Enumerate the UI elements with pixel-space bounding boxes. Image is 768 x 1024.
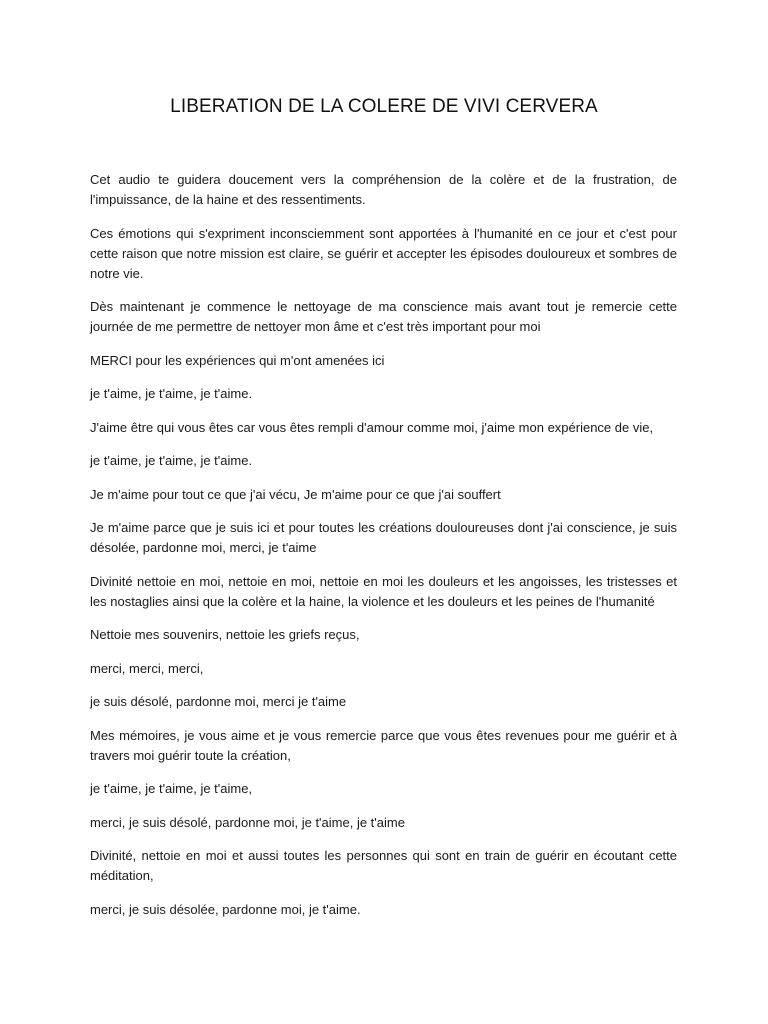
paragraph: Je m'aime parce que je suis ici et pour toutes les créations douloureuses dont j'ai conscience, je suis désolée, pardonne moi, merci, je t'aime (90, 520, 677, 555)
paragraph: Divinité, nettoie en moi et aussi toutes les personnes qui sont en train de guérir en écoutant cette méditation, (90, 848, 677, 883)
paragraph: je t'aime, je t'aime, je t'aime. (90, 453, 253, 468)
paragraph: merci, je suis désolée, pardonne moi, je t'aime. (90, 901, 361, 917)
document-title: LIBERATION DE LA COLERE DE VIVI CERVERA (170, 96, 598, 117)
paragraph: J'aime être qui vous êtes car vous êtes rempli d'amour comme moi, j'aime mon expérience de vie, (90, 419, 654, 435)
paragraph: Divinité nettoie en moi, nettoie en moi, nettoie en moi les douleurs et les angoisses, les tristesses et les nostaglies ainsi que la colère et la haine, la violence et les douleurs et les peines de l'humanité (90, 573, 677, 609)
paragraph: Cet audio te guidera doucement vers la compréhension de la colère et de la frustration, de l'impuissance, de la haine et des ressentiments. (90, 172, 677, 207)
paragraph: je suis désolé, pardonne moi, merci je t'aime (90, 694, 347, 709)
paragraph: Je m'aime pour tout ce que j'ai vécu, Je m'aime pour ce que j'ai souffert (90, 486, 501, 502)
paragraph: MERCI pour les expériences qui m'ont amenées ici (90, 352, 385, 368)
paragraph: merci, merci, merci, (90, 660, 204, 676)
paragraph: Dès maintenant je commence le nettoyage de ma conscience mais avant tout je remercie cette journée de me permettre de nettoyer mon âme et c'est très important pour moi (90, 299, 677, 334)
document-body (90, 170, 677, 933)
paragraph: merci, je suis désolé, pardonne moi, je t'aime, je t'aime (90, 814, 405, 830)
paragraph: Mes mémoires, je vous aime et je vous remercie parce que vous êtes revenues pour me guérir et à travers moi guérir toute la création, (90, 727, 677, 763)
paragraph: je t'aime, je t'aime, je t'aime, (90, 781, 253, 796)
paragraph: Nettoie mes souvenirs, nettoie les griefs reçus, (90, 627, 360, 642)
paragraph: Ces émotions qui s'expriment inconsciemment sont apportées à l'humanité en ce jour et c'est pour cette raison que notre mission est claire, se guérir et accepter les épisodes douloureux et sombres de notre vie. (90, 225, 677, 281)
paragraph: je t'aime, je t'aime, je t'aime. (90, 386, 253, 401)
